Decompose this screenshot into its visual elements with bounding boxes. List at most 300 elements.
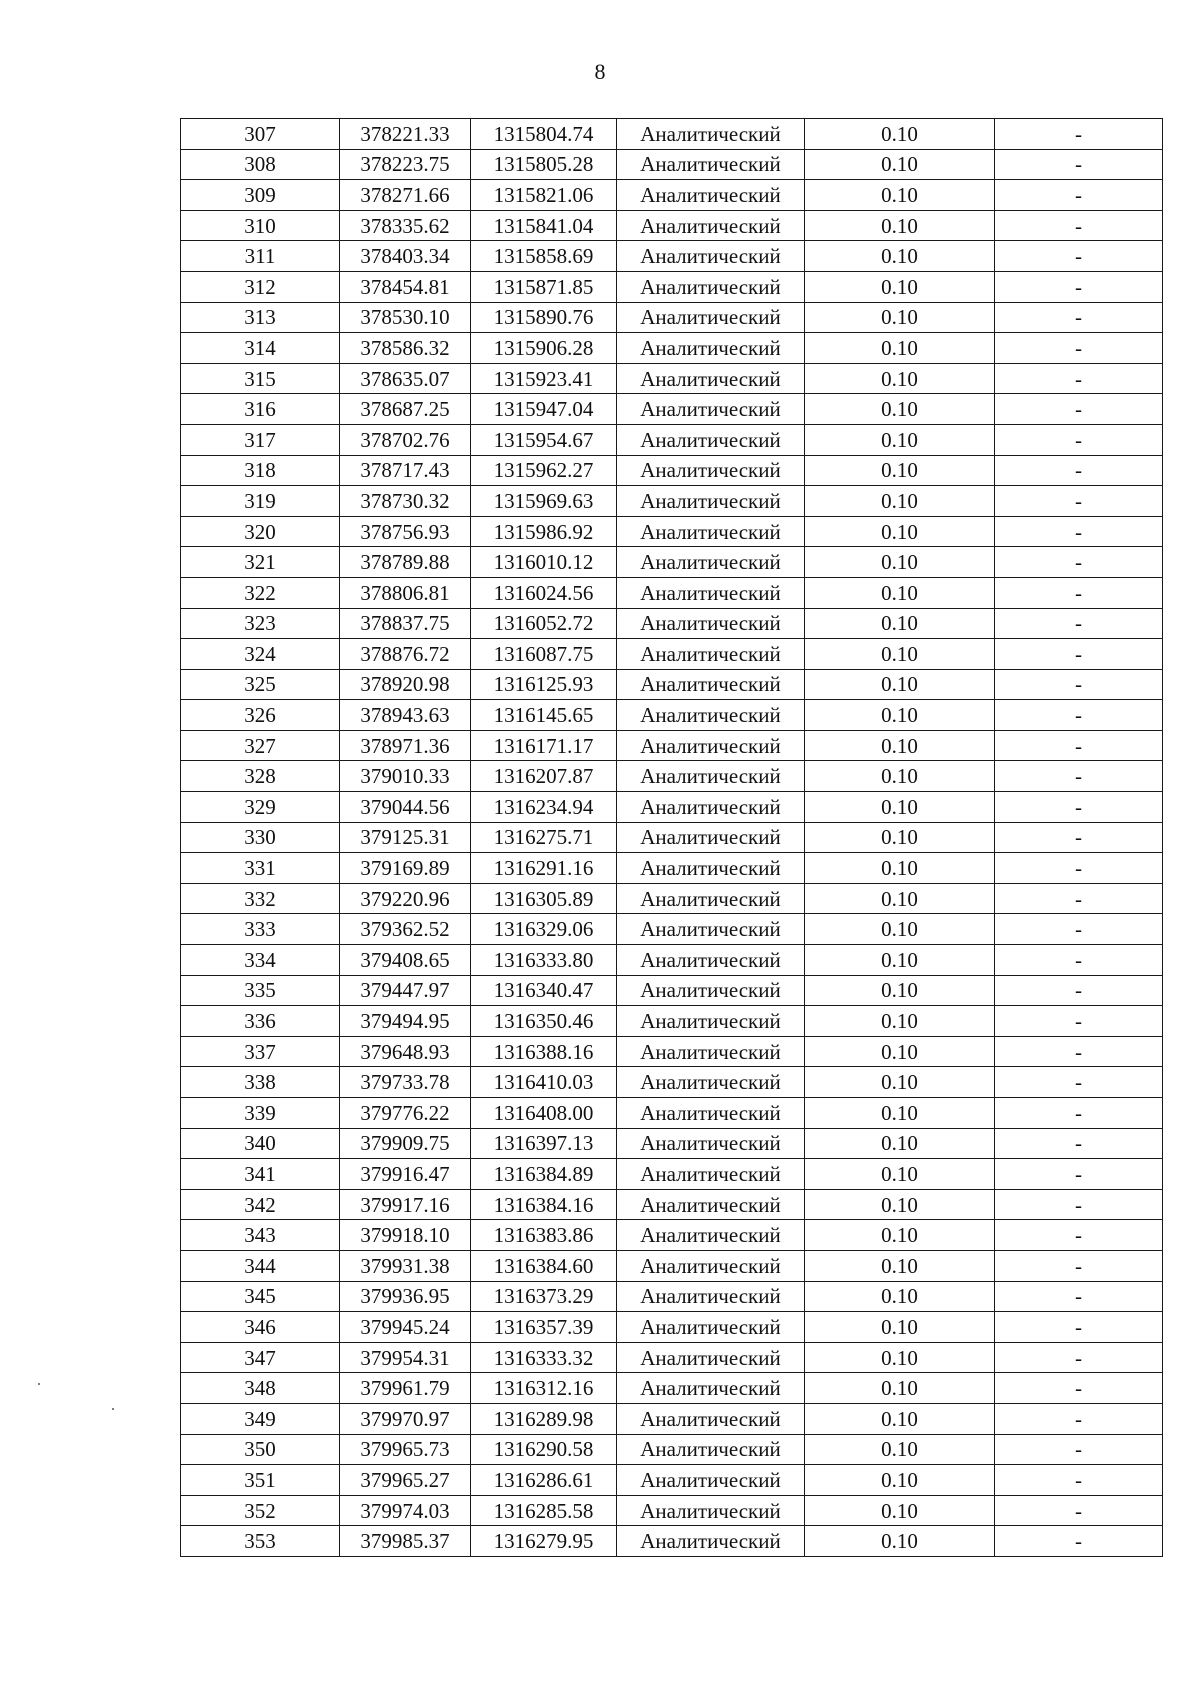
point-number-cell: 345 [181, 1281, 340, 1312]
table-row [181, 1465, 1163, 1496]
accuracy-cell: 0.10 [805, 700, 995, 731]
note-cell: - [995, 914, 1163, 945]
point-number-cell: 324 [181, 639, 340, 670]
method-cell: Аналитический [617, 1067, 805, 1098]
note-cell: - [995, 883, 1163, 914]
x-coordinate-cell: 379494.95 [340, 1006, 471, 1037]
note-cell: - [995, 577, 1163, 608]
note-cell: - [995, 608, 1163, 639]
accuracy-cell: 0.10 [805, 792, 995, 823]
accuracy-cell: 0.10 [805, 1159, 995, 1190]
y-coordinate-cell: 1316312.16 [471, 1373, 617, 1404]
x-coordinate-cell: 379733.78 [340, 1067, 471, 1098]
table-row [181, 1159, 1163, 1190]
point-number-cell: 317 [181, 424, 340, 455]
y-coordinate-cell: 1316234.94 [471, 792, 617, 823]
accuracy-cell: 0.10 [805, 1067, 995, 1098]
y-coordinate-cell: 1316285.58 [471, 1495, 617, 1526]
table-row [181, 149, 1163, 180]
accuracy-cell: 0.10 [805, 1403, 995, 1434]
y-coordinate-cell: 1316388.16 [471, 1036, 617, 1067]
table-row [181, 271, 1163, 302]
point-number-cell: 349 [181, 1403, 340, 1434]
table-row [181, 394, 1163, 425]
x-coordinate-cell: 378806.81 [340, 577, 471, 608]
method-cell: Аналитический [617, 1098, 805, 1129]
point-number-cell: 329 [181, 792, 340, 823]
note-cell: - [995, 180, 1163, 211]
note-cell: - [995, 761, 1163, 792]
table-row [181, 455, 1163, 486]
method-cell: Аналитический [617, 1465, 805, 1496]
x-coordinate-cell: 379447.97 [340, 975, 471, 1006]
point-number-cell: 347 [181, 1342, 340, 1373]
table-row [181, 1495, 1163, 1526]
table-row [181, 1036, 1163, 1067]
point-number-cell: 338 [181, 1067, 340, 1098]
point-number-cell: 316 [181, 394, 340, 425]
note-cell: - [995, 1159, 1163, 1190]
x-coordinate-cell: 378271.66 [340, 180, 471, 211]
table-row [181, 577, 1163, 608]
method-cell: Аналитический [617, 1403, 805, 1434]
method-cell: Аналитический [617, 792, 805, 823]
x-coordinate-cell: 378717.43 [340, 455, 471, 486]
x-coordinate-cell: 378837.75 [340, 608, 471, 639]
x-coordinate-cell: 378756.93 [340, 516, 471, 547]
table-row [181, 516, 1163, 547]
accuracy-cell: 0.10 [805, 883, 995, 914]
accuracy-cell: 0.10 [805, 1465, 995, 1496]
method-cell: Аналитический [617, 363, 805, 394]
point-number-cell: 312 [181, 271, 340, 302]
method-cell: Аналитический [617, 455, 805, 486]
table-row [181, 730, 1163, 761]
table-row [181, 1006, 1163, 1037]
point-number-cell: 332 [181, 883, 340, 914]
point-number-cell: 331 [181, 853, 340, 884]
accuracy-cell: 0.10 [805, 1373, 995, 1404]
note-cell: - [995, 210, 1163, 241]
y-coordinate-cell: 1315962.27 [471, 455, 617, 486]
y-coordinate-cell: 1316171.17 [471, 730, 617, 761]
table-row [181, 1342, 1163, 1373]
accuracy-cell: 0.10 [805, 486, 995, 517]
method-cell: Аналитический [617, 577, 805, 608]
y-coordinate-cell: 1315805.28 [471, 149, 617, 180]
note-cell: - [995, 1098, 1163, 1129]
y-coordinate-cell: 1315858.69 [471, 241, 617, 272]
note-cell: - [995, 271, 1163, 302]
note-cell: - [995, 730, 1163, 761]
x-coordinate-cell: 378403.34 [340, 241, 471, 272]
method-cell: Аналитический [617, 975, 805, 1006]
accuracy-cell: 0.10 [805, 1281, 995, 1312]
x-coordinate-cell: 378454.81 [340, 271, 471, 302]
y-coordinate-cell: 1316024.56 [471, 577, 617, 608]
x-coordinate-cell: 379648.93 [340, 1036, 471, 1067]
point-number-cell: 322 [181, 577, 340, 608]
method-cell: Аналитический [617, 302, 805, 333]
accuracy-cell: 0.10 [805, 1128, 995, 1159]
point-number-cell: 318 [181, 455, 340, 486]
note-cell: - [995, 241, 1163, 272]
x-coordinate-cell: 378876.72 [340, 639, 471, 670]
note-cell: - [995, 700, 1163, 731]
y-coordinate-cell: 1316279.95 [471, 1526, 617, 1557]
note-cell: - [995, 1495, 1163, 1526]
table-row [181, 975, 1163, 1006]
y-coordinate-cell: 1315906.28 [471, 333, 617, 364]
y-coordinate-cell: 1316052.72 [471, 608, 617, 639]
point-number-cell: 320 [181, 516, 340, 547]
accuracy-cell: 0.10 [805, 1312, 995, 1343]
x-coordinate-cell: 378971.36 [340, 730, 471, 761]
note-cell: - [995, 1006, 1163, 1037]
accuracy-cell: 0.10 [805, 853, 995, 884]
note-cell: - [995, 1189, 1163, 1220]
x-coordinate-cell: 379916.47 [340, 1159, 471, 1190]
accuracy-cell: 0.10 [805, 1250, 995, 1281]
y-coordinate-cell: 1315821.06 [471, 180, 617, 211]
y-coordinate-cell: 1315841.04 [471, 210, 617, 241]
y-coordinate-cell: 1316384.60 [471, 1250, 617, 1281]
y-coordinate-cell: 1316384.16 [471, 1189, 617, 1220]
note-cell: - [995, 853, 1163, 884]
note-cell: - [995, 1220, 1163, 1251]
y-coordinate-cell: 1316289.98 [471, 1403, 617, 1434]
y-coordinate-cell: 1316010.12 [471, 547, 617, 578]
point-number-cell: 352 [181, 1495, 340, 1526]
accuracy-cell: 0.10 [805, 210, 995, 241]
point-number-cell: 328 [181, 761, 340, 792]
x-coordinate-cell: 379970.97 [340, 1403, 471, 1434]
accuracy-cell: 0.10 [805, 1495, 995, 1526]
y-coordinate-cell: 1316275.71 [471, 822, 617, 853]
method-cell: Аналитический [617, 853, 805, 884]
coordinates-table-wrapper [180, 118, 1162, 1557]
y-coordinate-cell: 1315890.76 [471, 302, 617, 333]
accuracy-cell: 0.10 [805, 547, 995, 578]
table-row [181, 1250, 1163, 1281]
method-cell: Аналитический [617, 1342, 805, 1373]
note-cell: - [995, 119, 1163, 150]
accuracy-cell: 0.10 [805, 1189, 995, 1220]
accuracy-cell: 0.10 [805, 302, 995, 333]
coordinates-table [180, 118, 1163, 1557]
scan-speck [112, 1408, 114, 1410]
y-coordinate-cell: 1315954.67 [471, 424, 617, 455]
table-row [181, 914, 1163, 945]
method-cell: Аналитический [617, 1495, 805, 1526]
accuracy-cell: 0.10 [805, 241, 995, 272]
x-coordinate-cell: 379125.31 [340, 822, 471, 853]
accuracy-cell: 0.10 [805, 1526, 995, 1557]
x-coordinate-cell: 379918.10 [340, 1220, 471, 1251]
point-number-cell: 315 [181, 363, 340, 394]
accuracy-cell: 0.10 [805, 424, 995, 455]
table-row [181, 608, 1163, 639]
note-cell: - [995, 822, 1163, 853]
table-row [181, 945, 1163, 976]
method-cell: Аналитический [617, 333, 805, 364]
note-cell: - [995, 1373, 1163, 1404]
table-row [181, 363, 1163, 394]
x-coordinate-cell: 378702.76 [340, 424, 471, 455]
table-row [181, 1312, 1163, 1343]
note-cell: - [995, 1281, 1163, 1312]
y-coordinate-cell: 1315804.74 [471, 119, 617, 150]
method-cell: Аналитический [617, 761, 805, 792]
y-coordinate-cell: 1316329.06 [471, 914, 617, 945]
note-cell: - [995, 975, 1163, 1006]
note-cell: - [995, 516, 1163, 547]
accuracy-cell: 0.10 [805, 669, 995, 700]
accuracy-cell: 0.10 [805, 975, 995, 1006]
x-coordinate-cell: 378730.32 [340, 486, 471, 517]
method-cell: Аналитический [617, 1006, 805, 1037]
x-coordinate-cell: 379954.31 [340, 1342, 471, 1373]
method-cell: Аналитический [617, 394, 805, 425]
y-coordinate-cell: 1316125.93 [471, 669, 617, 700]
x-coordinate-cell: 379931.38 [340, 1250, 471, 1281]
x-coordinate-cell: 379169.89 [340, 853, 471, 884]
table-row [181, 700, 1163, 731]
point-number-cell: 313 [181, 302, 340, 333]
point-number-cell: 348 [181, 1373, 340, 1404]
point-number-cell: 311 [181, 241, 340, 272]
point-number-cell: 353 [181, 1526, 340, 1557]
y-coordinate-cell: 1316286.61 [471, 1465, 617, 1496]
point-number-cell: 330 [181, 822, 340, 853]
method-cell: Аналитический [617, 486, 805, 517]
note-cell: - [995, 945, 1163, 976]
point-number-cell: 344 [181, 1250, 340, 1281]
accuracy-cell: 0.10 [805, 822, 995, 853]
accuracy-cell: 0.10 [805, 608, 995, 639]
method-cell: Аналитический [617, 730, 805, 761]
y-coordinate-cell: 1315986.92 [471, 516, 617, 547]
note-cell: - [995, 1465, 1163, 1496]
method-cell: Аналитический [617, 1312, 805, 1343]
y-coordinate-cell: 1316333.80 [471, 945, 617, 976]
y-coordinate-cell: 1316290.58 [471, 1434, 617, 1465]
note-cell: - [995, 363, 1163, 394]
method-cell: Аналитический [617, 547, 805, 578]
point-number-cell: 337 [181, 1036, 340, 1067]
table-row [181, 1189, 1163, 1220]
table-row [181, 424, 1163, 455]
x-coordinate-cell: 378530.10 [340, 302, 471, 333]
x-coordinate-cell: 378920.98 [340, 669, 471, 700]
point-number-cell: 340 [181, 1128, 340, 1159]
table-row [181, 1526, 1163, 1557]
point-number-cell: 350 [181, 1434, 340, 1465]
accuracy-cell: 0.10 [805, 1434, 995, 1465]
method-cell: Аналитический [617, 210, 805, 241]
y-coordinate-cell: 1315947.04 [471, 394, 617, 425]
note-cell: - [995, 1036, 1163, 1067]
point-number-cell: 321 [181, 547, 340, 578]
x-coordinate-cell: 379776.22 [340, 1098, 471, 1129]
note-cell: - [995, 1067, 1163, 1098]
method-cell: Аналитический [617, 914, 805, 945]
y-coordinate-cell: 1315923.41 [471, 363, 617, 394]
table-row [181, 883, 1163, 914]
accuracy-cell: 0.10 [805, 516, 995, 547]
method-cell: Аналитический [617, 149, 805, 180]
x-coordinate-cell: 379936.95 [340, 1281, 471, 1312]
method-cell: Аналитический [617, 1373, 805, 1404]
note-cell: - [995, 1128, 1163, 1159]
method-cell: Аналитический [617, 945, 805, 976]
note-cell: - [995, 639, 1163, 670]
y-coordinate-cell: 1316408.00 [471, 1098, 617, 1129]
point-number-cell: 336 [181, 1006, 340, 1037]
table-row [181, 241, 1163, 272]
note-cell: - [995, 333, 1163, 364]
method-cell: Аналитический [617, 1220, 805, 1251]
table-row [181, 1098, 1163, 1129]
table-row [181, 1281, 1163, 1312]
x-coordinate-cell: 379220.96 [340, 883, 471, 914]
point-number-cell: 325 [181, 669, 340, 700]
table-row [181, 1434, 1163, 1465]
note-cell: - [995, 1250, 1163, 1281]
accuracy-cell: 0.10 [805, 271, 995, 302]
method-cell: Аналитический [617, 1128, 805, 1159]
x-coordinate-cell: 378335.62 [340, 210, 471, 241]
x-coordinate-cell: 379909.75 [340, 1128, 471, 1159]
table-row [181, 180, 1163, 211]
y-coordinate-cell: 1315871.85 [471, 271, 617, 302]
point-number-cell: 308 [181, 149, 340, 180]
point-number-cell: 335 [181, 975, 340, 1006]
note-cell: - [995, 455, 1163, 486]
note-cell: - [995, 1312, 1163, 1343]
accuracy-cell: 0.10 [805, 1006, 995, 1037]
accuracy-cell: 0.10 [805, 363, 995, 394]
accuracy-cell: 0.10 [805, 394, 995, 425]
method-cell: Аналитический [617, 1250, 805, 1281]
note-cell: - [995, 1526, 1163, 1557]
method-cell: Аналитический [617, 241, 805, 272]
accuracy-cell: 0.10 [805, 761, 995, 792]
point-number-cell: 333 [181, 914, 340, 945]
table-body [181, 119, 1163, 1557]
x-coordinate-cell: 379408.65 [340, 945, 471, 976]
x-coordinate-cell: 379985.37 [340, 1526, 471, 1557]
x-coordinate-cell: 378586.32 [340, 333, 471, 364]
scan-speck [38, 1383, 40, 1385]
y-coordinate-cell: 1316373.29 [471, 1281, 617, 1312]
point-number-cell: 343 [181, 1220, 340, 1251]
accuracy-cell: 0.10 [805, 945, 995, 976]
point-number-cell: 319 [181, 486, 340, 517]
method-cell: Аналитический [617, 1526, 805, 1557]
note-cell: - [995, 486, 1163, 517]
note-cell: - [995, 669, 1163, 700]
point-number-cell: 346 [181, 1312, 340, 1343]
accuracy-cell: 0.10 [805, 149, 995, 180]
accuracy-cell: 0.10 [805, 333, 995, 364]
table-row [181, 1403, 1163, 1434]
y-coordinate-cell: 1316087.75 [471, 639, 617, 670]
y-coordinate-cell: 1316333.32 [471, 1342, 617, 1373]
accuracy-cell: 0.10 [805, 730, 995, 761]
y-coordinate-cell: 1316410.03 [471, 1067, 617, 1098]
x-coordinate-cell: 379362.52 [340, 914, 471, 945]
x-coordinate-cell: 379965.27 [340, 1465, 471, 1496]
point-number-cell: 342 [181, 1189, 340, 1220]
note-cell: - [995, 149, 1163, 180]
table-row [181, 1220, 1163, 1251]
x-coordinate-cell: 379974.03 [340, 1495, 471, 1526]
table-row [181, 1067, 1163, 1098]
y-coordinate-cell: 1316350.46 [471, 1006, 617, 1037]
table-row [181, 669, 1163, 700]
method-cell: Аналитический [617, 1189, 805, 1220]
y-coordinate-cell: 1315969.63 [471, 486, 617, 517]
note-cell: - [995, 424, 1163, 455]
y-coordinate-cell: 1316383.86 [471, 1220, 617, 1251]
table-row [181, 547, 1163, 578]
x-coordinate-cell: 379010.33 [340, 761, 471, 792]
point-number-cell: 314 [181, 333, 340, 364]
accuracy-cell: 0.10 [805, 1220, 995, 1251]
method-cell: Аналитический [617, 1434, 805, 1465]
y-coordinate-cell: 1316357.39 [471, 1312, 617, 1343]
table-row [181, 486, 1163, 517]
accuracy-cell: 0.10 [805, 914, 995, 945]
note-cell: - [995, 302, 1163, 333]
x-coordinate-cell: 379044.56 [340, 792, 471, 823]
y-coordinate-cell: 1316384.89 [471, 1159, 617, 1190]
y-coordinate-cell: 1316207.87 [471, 761, 617, 792]
note-cell: - [995, 792, 1163, 823]
x-coordinate-cell: 378223.75 [340, 149, 471, 180]
note-cell: - [995, 1342, 1163, 1373]
table-row [181, 853, 1163, 884]
method-cell: Аналитический [617, 1159, 805, 1190]
note-cell: - [995, 1434, 1163, 1465]
point-number-cell: 351 [181, 1465, 340, 1496]
method-cell: Аналитический [617, 1281, 805, 1312]
table-row [181, 333, 1163, 364]
method-cell: Аналитический [617, 180, 805, 211]
method-cell: Аналитический [617, 639, 805, 670]
method-cell: Аналитический [617, 700, 805, 731]
note-cell: - [995, 394, 1163, 425]
accuracy-cell: 0.10 [805, 1342, 995, 1373]
accuracy-cell: 0.10 [805, 455, 995, 486]
table-row [181, 119, 1163, 150]
point-number-cell: 339 [181, 1098, 340, 1129]
point-number-cell: 307 [181, 119, 340, 150]
y-coordinate-cell: 1316305.89 [471, 883, 617, 914]
table-row [181, 302, 1163, 333]
method-cell: Аналитический [617, 271, 805, 302]
point-number-cell: 327 [181, 730, 340, 761]
accuracy-cell: 0.10 [805, 119, 995, 150]
accuracy-cell: 0.10 [805, 639, 995, 670]
method-cell: Аналитический [617, 119, 805, 150]
table-row [181, 792, 1163, 823]
x-coordinate-cell: 378635.07 [340, 363, 471, 394]
table-row [181, 761, 1163, 792]
method-cell: Аналитический [617, 822, 805, 853]
accuracy-cell: 0.10 [805, 577, 995, 608]
